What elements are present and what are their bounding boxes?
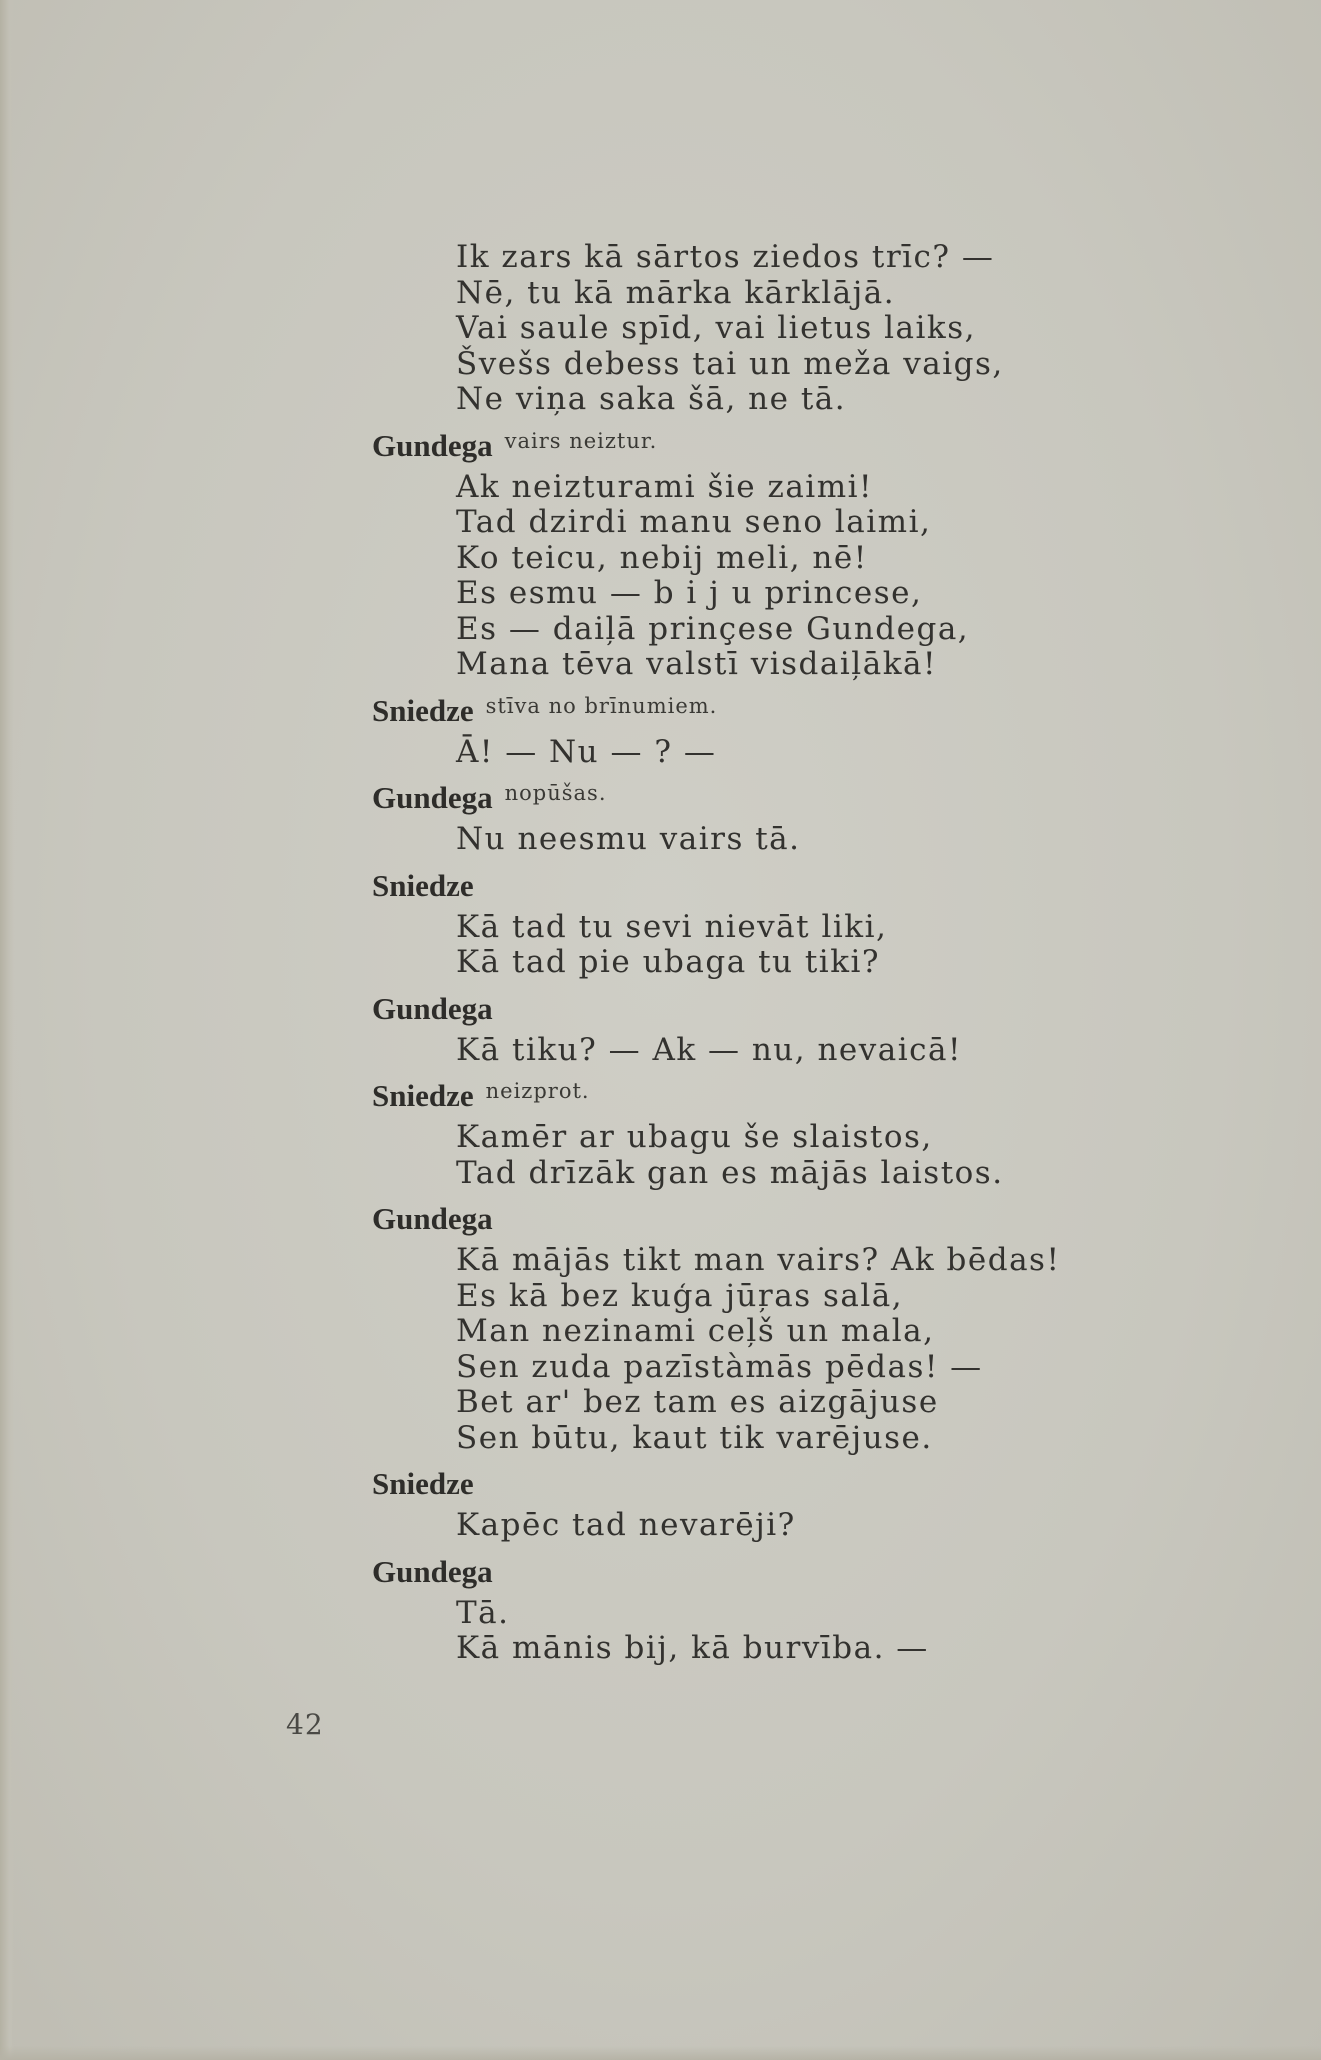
verse-line: Sen būtu, kaut tik varējuse. bbox=[456, 1419, 933, 1456]
verse-line: Kā tad tu sevi nievāt liki, bbox=[456, 908, 888, 945]
speaker-name: Sniedze bbox=[372, 1466, 474, 1501]
speaker-name: Gundega bbox=[372, 427, 493, 463]
speaker-name: Sniedze bbox=[372, 867, 474, 903]
verse-line: Mana tēva valstī visdaiļākā! bbox=[456, 646, 937, 682]
page-number: 42 bbox=[286, 1708, 324, 1741]
stage-direction: vairs neiztur. bbox=[504, 428, 658, 453]
stage-direction: nopūšas. bbox=[504, 781, 607, 805]
speaker-name: Gundega bbox=[372, 1201, 493, 1236]
verse-line: Sen zuda pazīstàmās pēdas! — bbox=[456, 1348, 983, 1385]
verse-line: Vai saule spīd, vai lietus laiks, bbox=[456, 310, 976, 346]
speaker-name: Gundega bbox=[372, 1553, 493, 1589]
verse-line: Nu neesmu vairs tā. bbox=[456, 821, 801, 857]
verse-line: Tad drīzāk gan es mājās laistos. bbox=[456, 1154, 1004, 1191]
verse-line: Ne viņa saka šā, ne tā. bbox=[456, 381, 847, 417]
play-text bbox=[372, 240, 1132, 1667]
verse-line: Kamēr ar ubagu še slaistos, bbox=[456, 1119, 933, 1155]
verse-line: Kā mājās tikt man vairs? Ak bēdas! bbox=[456, 1242, 1061, 1278]
verse-line: Kā mānis bij, kā burvība. — bbox=[456, 1630, 929, 1666]
verse-line: Tad dzirdi manu seno laimi, bbox=[456, 504, 932, 540]
speaker-heading bbox=[372, 1078, 1132, 1117]
verse-line: Es — daiļā prinçese Gundega, bbox=[456, 610, 970, 647]
verse-line: Ko teicu, nebij meli, nē! bbox=[456, 539, 868, 576]
page-bottom-edge bbox=[0, 2046, 1321, 2060]
speaker-name: Gundega bbox=[372, 780, 493, 815]
speaker-heading bbox=[372, 991, 1132, 1030]
verse-line: Kapēc tad nevarēji? bbox=[456, 1507, 796, 1543]
verse-line: Švešs debess tai un meža vaigs, bbox=[456, 345, 1004, 382]
speaker-heading bbox=[372, 1466, 1132, 1505]
verse-line: Ak neizturami šie zaimi! bbox=[456, 468, 873, 505]
speaker-heading bbox=[372, 780, 1132, 819]
speaker-heading bbox=[372, 693, 1132, 732]
verse-line: Man nezinami ceļš un mala, bbox=[456, 1313, 935, 1349]
page-left-edge bbox=[0, 0, 14, 2060]
stage-direction: neizprot. bbox=[485, 1079, 590, 1103]
verse-line: Ā! — Nu — ? — bbox=[456, 733, 717, 770]
verse-line: Kā tiku? — Ak — nu, nevaicā! bbox=[456, 1031, 962, 1068]
speaker-name: Gundega bbox=[372, 990, 493, 1026]
speaker-name: Sniedze bbox=[372, 692, 474, 728]
speaker-heading bbox=[372, 1201, 1132, 1240]
verse-line: Kā tad pie ubaga tu tiki? bbox=[456, 944, 881, 980]
verse-line: Ik zars kā sārtos ziedos trīc? — bbox=[456, 239, 995, 275]
verse-line: Tā. bbox=[456, 1594, 510, 1631]
speaker-heading bbox=[372, 428, 1132, 467]
verse-line: Es esmu — b i j u princese, bbox=[456, 575, 923, 611]
speaker-name: Sniedze bbox=[372, 1078, 474, 1113]
speaker-heading bbox=[372, 868, 1132, 907]
stage-direction: stīva no brīnumiem. bbox=[485, 693, 718, 718]
verse-line: Nē, tu kā mārka kārklājā. bbox=[456, 274, 896, 311]
speaker-heading bbox=[372, 1554, 1132, 1593]
verse-line: Es kā bez kuģa jūŗas salā, bbox=[456, 1277, 904, 1314]
verse-line: Bet ar' bez tam es aizgājuse bbox=[456, 1384, 939, 1420]
